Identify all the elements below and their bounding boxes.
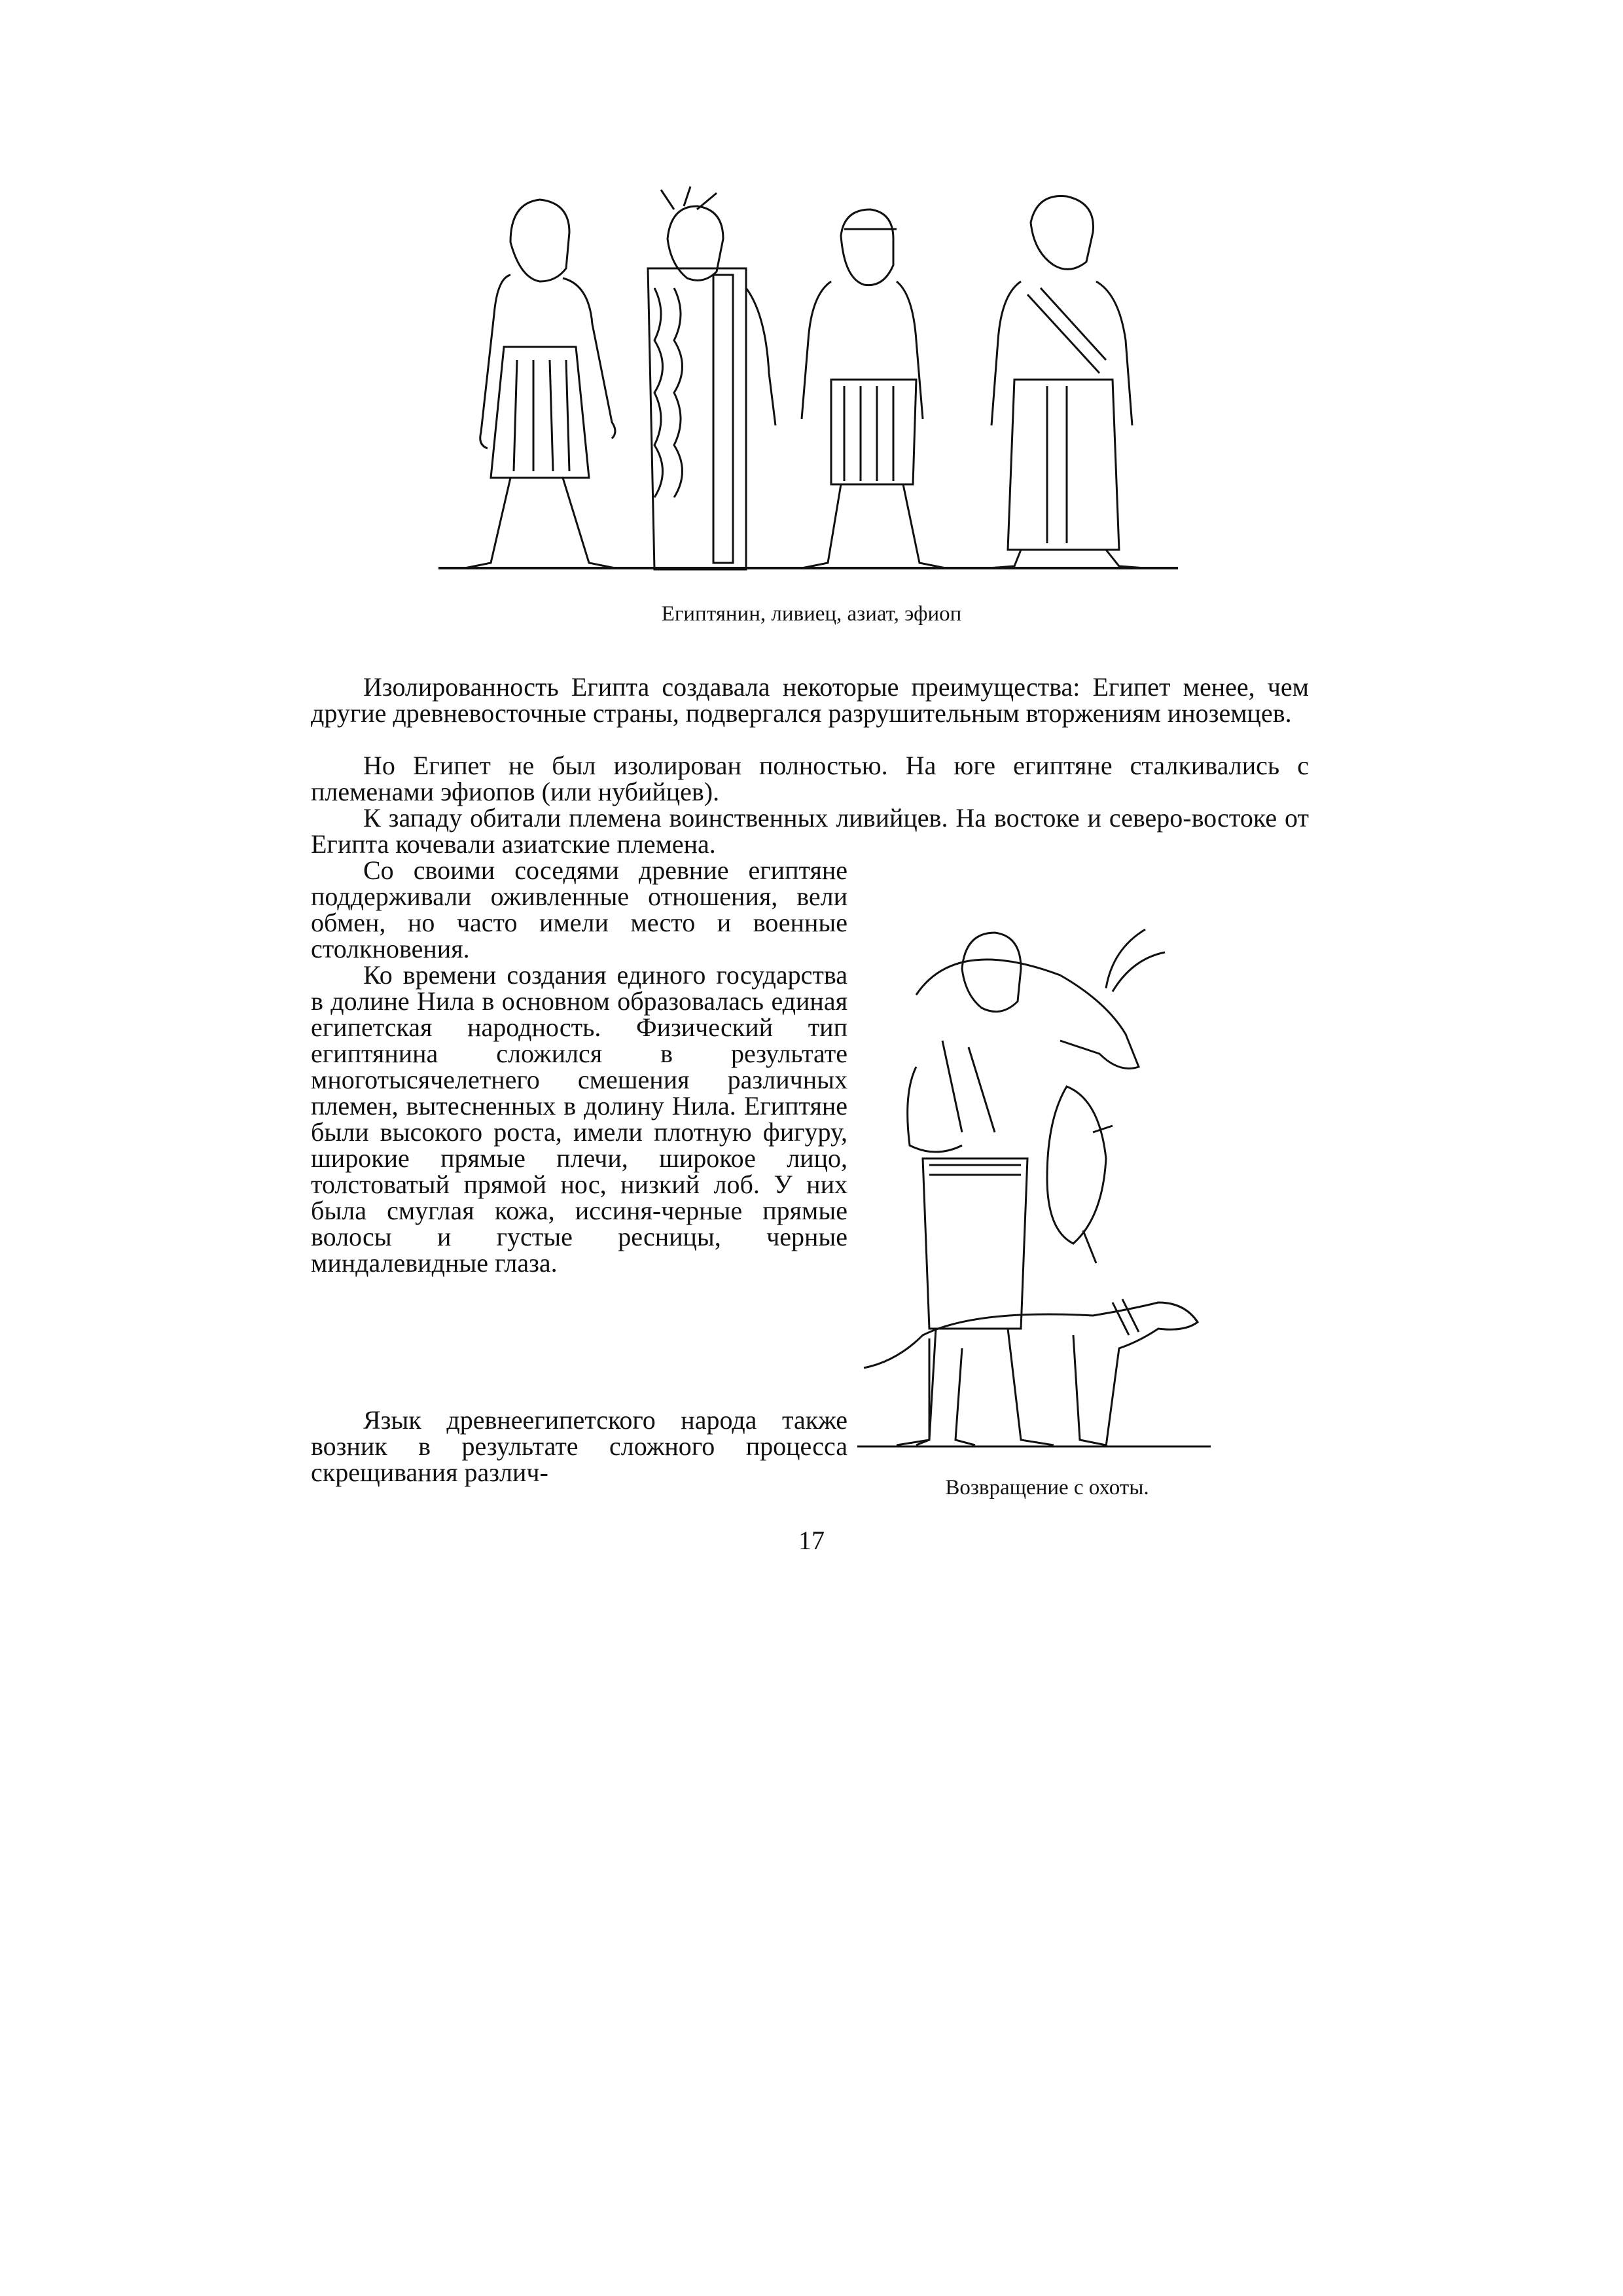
figure-caption-top: Египтянин, ливиец, азиат, эфиоп <box>661 602 962 626</box>
egyptian-figure <box>465 200 615 568</box>
paragraph-west-east: К западу обитали племена воинственных ливийцев. На востоке и северо-востоке от Египта кочевали азиатские племена. <box>311 803 1309 859</box>
paragraph-south: Но Египет не был изолирован полностью. На юге египтяне сталкивались с племенами эфиопов (или нубийцев). <box>311 751 1309 806</box>
figure-return-from-hunt <box>857 916 1211 1453</box>
paragraph-people: Ко времени создания единого государства в долине Нила в основном образовалась единая египетская народность. Физический тип египтянина сложился в результате многотысячелетнего смешения различных племен, вытесненных в долину Нила. Египтяне были высокого роста, имели плотную фигуру, широкие прямые плечи, широкое лицо, толстоватый прямой нос, низкий лоб. У них была смуглая кожа, иссиня-черные прямые волосы и густые ресницы, черные миндалевидные глаза. <box>311 960 847 1278</box>
page-number: 17 <box>798 1526 825 1555</box>
paragraph-language: Язык древнеегипетского народа также возник в результате сложного процесса скрещивания различ- <box>311 1405 847 1487</box>
antelope-carried <box>916 929 1165 1132</box>
hunting-dog <box>864 1299 1198 1446</box>
paragraph-neighbors: Со своими соседями древние египтяне поддерживали оживленные отношения, вели обмен, но часто имели место и военные столкновения. <box>311 855 847 963</box>
hanging-animal <box>1047 1086 1113 1263</box>
paragraph-isolation: Изолированность Египта создавала некоторые преимущества: Египет менее, чем другие древневосточные страны, подвергался разрушительным вторжениям иноземцев. <box>311 672 1309 728</box>
asiatic-figure <box>802 209 946 568</box>
hunter-figure <box>897 933 1054 1445</box>
libyan-figure <box>648 187 776 569</box>
ethiopian-figure <box>988 196 1145 569</box>
figure-caption-right: Возвращение с охоты. <box>945 1476 1149 1499</box>
figure-four-peoples <box>438 183 1178 576</box>
